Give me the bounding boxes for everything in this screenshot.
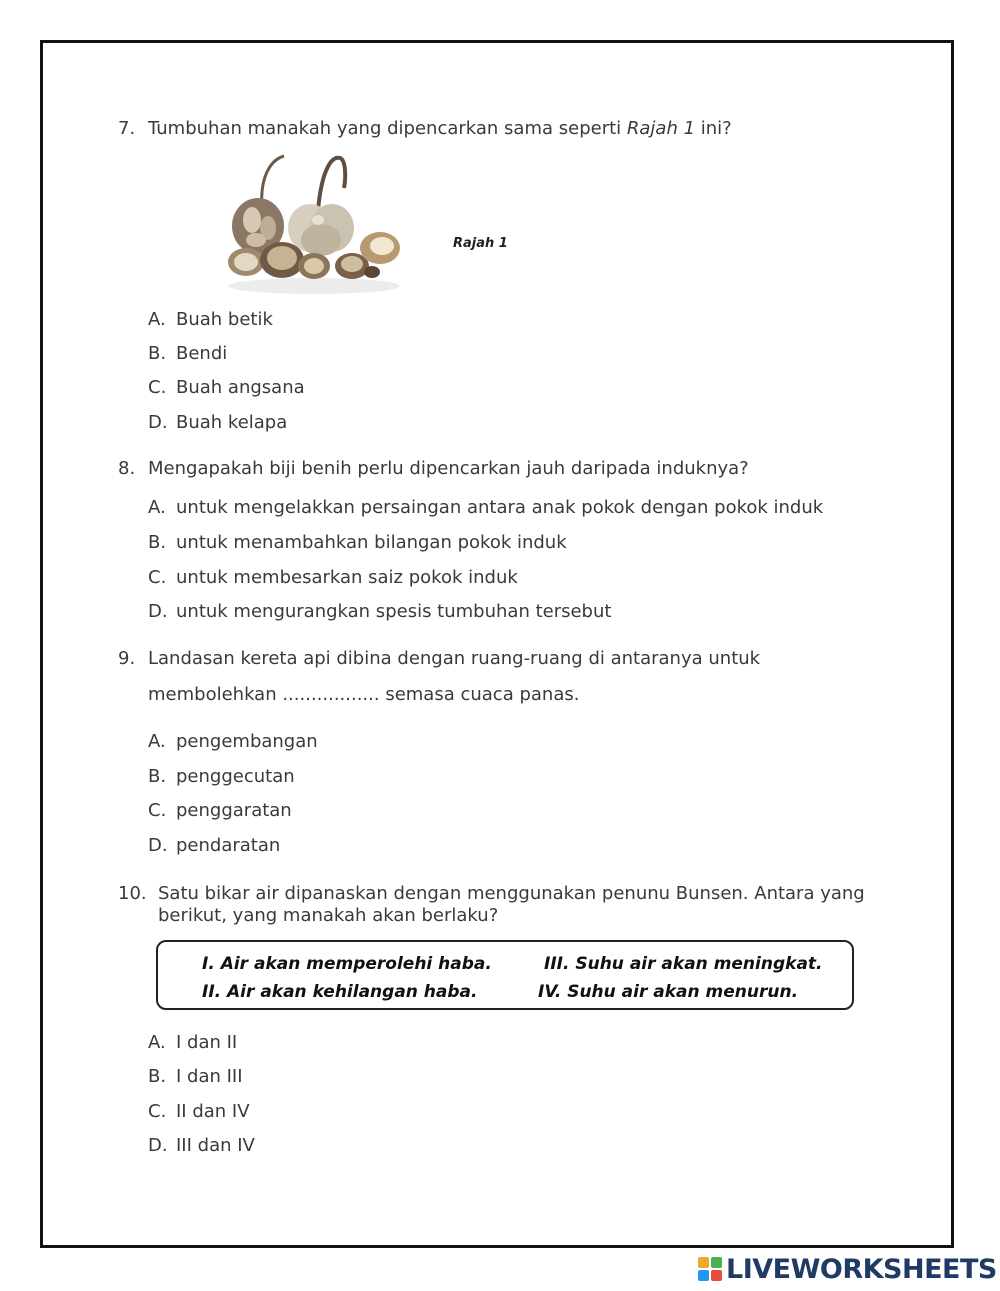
q7-option-a[interactable]: A. Buah betik — [148, 309, 273, 330]
q10-option-d[interactable]: D. III dan IV — [148, 1135, 255, 1156]
q10-option-c[interactable]: C. II dan IV — [148, 1101, 250, 1122]
q10-option-a[interactable]: A. I dan II — [148, 1032, 238, 1053]
seed-pods-image — [222, 148, 404, 298]
q7-option-b[interactable]: B. Bendi — [148, 343, 228, 364]
statement-1: I. Air akan memperolehi haba. — [202, 954, 492, 974]
q9-question-line1: Landasan kereta api dibina dengan ruang-ruang di antaranya untuk — [148, 648, 761, 669]
logo-square-3 — [698, 1270, 709, 1281]
logo-square-4 — [711, 1270, 722, 1281]
q9-option-c[interactable]: C. penggaratan — [148, 800, 292, 821]
q7-question: Tumbuhan manakah yang dipencarkan sama seperti Rajah 1 ini? — [148, 118, 732, 139]
q9-option-d[interactable]: D. pendaratan — [148, 835, 281, 856]
q8-option-d[interactable]: D. untuk mengurangkan spesis tumbuhan tersebut — [148, 601, 612, 622]
liveworksheets-logo[interactable] — [698, 1254, 997, 1284]
statements-box — [156, 940, 854, 1010]
q8-question: Mengapakah biji benih perlu dipencarkan jauh daripada induknya? — [148, 458, 749, 479]
logo-text: LIVEWORKSHEETS — [726, 1253, 997, 1285]
q10-option-b[interactable]: B. I dan III — [148, 1066, 243, 1087]
q8-number: 8. — [118, 458, 136, 479]
q10-number: 10. — [118, 883, 147, 904]
statement-2: II. Air akan kehilangan haba. — [202, 982, 478, 1002]
statement-3: III. Suhu air akan meningkat. — [544, 954, 823, 974]
q7-number: 7. — [118, 118, 136, 139]
q8-option-b[interactable]: B. untuk menambahkan bilangan pokok induk — [148, 532, 567, 553]
logo-square-1 — [698, 1257, 709, 1268]
q10-question-line2: berikut, yang manakah akan berlaku? — [158, 905, 499, 926]
q9-option-b[interactable]: B. penggecutan — [148, 766, 295, 787]
q8-option-c[interactable]: C. untuk membesarkan saiz pokok induk — [148, 567, 518, 588]
q9-question-line2: membolehkan ................. semasa cuaca panas. — [148, 684, 580, 705]
logo-squares-icon — [698, 1257, 722, 1281]
q7-option-d[interactable]: D. Buah kelapa — [148, 412, 288, 433]
q7-option-c[interactable]: C. Buah angsana — [148, 377, 305, 398]
figure-label: Rajah 1 — [453, 236, 508, 251]
q8-option-a[interactable]: A. untuk mengelakkan persaingan antara anak pokok dengan pokok induk — [148, 497, 824, 518]
q9-number: 9. — [118, 648, 136, 669]
statement-4: IV. Suhu air akan menurun. — [538, 982, 799, 1002]
logo-square-2 — [711, 1257, 722, 1268]
q10-question-line1: Satu bikar air dipanaskan dengan menggunakan penunu Bunsen. Antara yang — [158, 883, 865, 904]
q9-option-a[interactable]: A. pengembangan — [148, 731, 318, 752]
